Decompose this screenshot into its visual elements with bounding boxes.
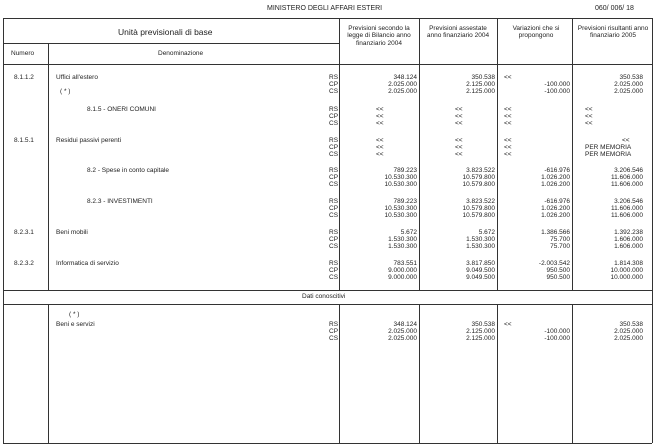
cell-value: 2.025.000 — [388, 335, 417, 342]
row-note: ( * ) — [60, 88, 71, 95]
cell-value: 1.530.300 — [388, 236, 417, 243]
cell-value: 350.538 — [471, 321, 495, 328]
cell-value: 3.206.546 — [614, 198, 643, 205]
row-code: 8.1.5.1 — [14, 137, 34, 144]
col3-header: Variazioni che si propongono — [512, 25, 560, 40]
cell-value: 1.026.200 — [541, 212, 570, 219]
cell-value: -616.976 — [544, 167, 570, 174]
cell-value: 1.026.200 — [541, 181, 570, 188]
type-label: CS — [329, 243, 339, 250]
cell-value: << — [504, 106, 512, 113]
cell-value: 1.386.566 — [541, 229, 570, 236]
type-label: CP — [329, 267, 339, 274]
cell-value: 9.000.000 — [388, 274, 417, 281]
cell-value: 10.579.800 — [462, 212, 495, 219]
type-label: RS — [329, 106, 339, 113]
cell-value: 10.000.000 — [610, 267, 643, 274]
row-note: ( * ) — [69, 311, 80, 318]
row-name: Uffici all'estero — [56, 74, 98, 81]
type-label: CS — [329, 181, 339, 188]
cell-value: -100.000 — [544, 335, 570, 342]
type-label: CS — [329, 274, 339, 281]
cell-value: << — [585, 113, 593, 120]
ministry-title: MINISTERO DEGLI AFFARI ESTERI — [267, 5, 383, 12]
col1-header: Previsioni secondo la legge di Bilancio anno finanziario 2004 — [347, 25, 411, 47]
type-label: RS — [329, 260, 339, 267]
cell-value: << — [455, 106, 463, 113]
cell-value: 789.223 — [393, 198, 417, 205]
cell-value: << — [585, 120, 593, 127]
row-name: 8.2.3 - INVESTIMENTI — [87, 198, 153, 205]
type-label: CP — [329, 174, 339, 181]
cell-value: 11.606.000 — [610, 174, 643, 181]
type-label: RS — [329, 229, 339, 236]
cell-value: << — [455, 144, 463, 151]
cell-value: 3.823.522 — [466, 198, 495, 205]
cell-value: -2.003.542 — [538, 260, 570, 267]
row-code: 8.2.3.2 — [14, 260, 34, 267]
cell-value: 10.530.300 — [384, 212, 417, 219]
cell-value: 783.551 — [393, 260, 417, 267]
cell-value: 1.814.308 — [614, 260, 643, 267]
cell-value: << — [455, 120, 463, 127]
col2-header: Previsioni assestate anno finanziario 2004 — [426, 25, 490, 40]
cell-value: 3.823.522 — [466, 167, 495, 174]
cell-value: << — [376, 144, 384, 151]
cell-value: 348.124 — [393, 74, 417, 81]
type-label: CS — [329, 335, 339, 342]
cell-value: << — [455, 151, 463, 158]
row-name: 8.1.5 - ONERI COMUNI — [87, 106, 156, 113]
type-label: CS — [329, 88, 339, 95]
cell-value: 1.606.000 — [614, 236, 643, 243]
row-name: Beni mobili — [56, 229, 88, 236]
row-name: Informatica di servizio — [56, 260, 119, 267]
type-label: CP — [329, 113, 339, 120]
type-label: CP — [329, 328, 339, 335]
cell-value: 2.125.000 — [466, 81, 495, 88]
cell-value: 5.672 — [478, 229, 495, 236]
cell-value: 1.026.200 — [541, 205, 570, 212]
cell-value: 11.606.000 — [610, 181, 643, 188]
cell-value: 350.538 — [471, 74, 495, 81]
cell-value: 2.125.000 — [466, 88, 495, 95]
cell-value: 11.606.000 — [610, 212, 643, 219]
type-label: CP — [329, 81, 339, 88]
type-label: RS — [329, 198, 339, 205]
cell-value: 950.500 — [546, 267, 570, 274]
type-label: CP — [329, 144, 339, 151]
row-code: 8.2.3.1 — [14, 229, 34, 236]
cell-value: 3.817.850 — [466, 260, 495, 267]
cell-value: 75.700 — [550, 236, 570, 243]
cell-value: 1.392.238 — [614, 229, 643, 236]
cell-value: 2.025.000 — [614, 335, 643, 342]
row-code: 8.1.1.2 — [14, 74, 34, 81]
type-label: CP — [329, 236, 339, 243]
type-label: CS — [329, 151, 339, 158]
page-reference: 060/ 006/ 18 — [595, 5, 634, 12]
cell-value: 75.700 — [550, 243, 570, 250]
cell-value: PER MEMORIA — [585, 151, 632, 158]
cell-value: 348.124 — [393, 321, 417, 328]
cell-value: PER MEMORIA — [585, 144, 632, 151]
cell-value: 11.606.000 — [610, 205, 643, 212]
cell-value: 950.500 — [546, 274, 570, 281]
cell-value: -100.000 — [544, 88, 570, 95]
col4-header: Previsioni risultanti anno finanziario 2005 — [577, 25, 649, 40]
cell-value: << — [504, 137, 512, 144]
cell-value: << — [455, 113, 463, 120]
cell-value: << — [455, 137, 463, 144]
type-label: RS — [329, 74, 339, 81]
denominazione-header: Denominazione — [158, 50, 204, 57]
cell-value: 10.000.000 — [610, 274, 643, 281]
cell-value: 9.049.500 — [466, 274, 495, 281]
cell-value: 2.125.000 — [466, 328, 495, 335]
cell-value: 9.000.000 — [388, 267, 417, 274]
cell-value: 3.206.546 — [614, 167, 643, 174]
unit-title: Unità previsionali di base — [118, 27, 213, 37]
type-label: CS — [329, 120, 339, 127]
cell-value: 2.025.000 — [614, 81, 643, 88]
type-label: CP — [329, 205, 339, 212]
cell-value: << — [504, 144, 512, 151]
cell-value: 789.223 — [393, 167, 417, 174]
cell-value: 10.579.800 — [462, 181, 495, 188]
cell-value: << — [376, 120, 384, 127]
type-label: CS — [329, 212, 339, 219]
cell-value: << — [622, 137, 630, 144]
cell-value: << — [504, 113, 512, 120]
cell-value: << — [376, 137, 384, 144]
cell-value: << — [376, 151, 384, 158]
cell-value: 1.606.000 — [614, 243, 643, 250]
row-name: 8.2 - Spese in conto capitale — [87, 167, 170, 174]
cell-value: << — [376, 106, 384, 113]
cell-value: 2.125.000 — [466, 335, 495, 342]
type-label: RS — [329, 137, 339, 144]
numero-header: Numero — [11, 50, 35, 57]
cell-value: 10.579.800 — [462, 205, 495, 212]
cell-value: 1.026.200 — [541, 174, 570, 181]
cell-value: 2.025.000 — [388, 81, 417, 88]
cell-value: 2.025.000 — [614, 88, 643, 95]
cell-value: 10.530.300 — [384, 174, 417, 181]
cell-value: << — [504, 151, 512, 158]
row-name: Beni e servizi — [56, 321, 95, 328]
cell-value: 2.025.000 — [388, 328, 417, 335]
cell-value: 5.672 — [400, 229, 417, 236]
cell-value: 10.530.300 — [384, 181, 417, 188]
cell-value: -100.000 — [544, 328, 570, 335]
cell-value: << — [376, 113, 384, 120]
cell-value: << — [585, 106, 593, 113]
cell-value: -100.000 — [544, 81, 570, 88]
cell-value: 2.025.000 — [388, 88, 417, 95]
cell-value: 10.579.800 — [462, 174, 495, 181]
cell-value: 350.538 — [619, 321, 643, 328]
cell-value: 10.530.300 — [384, 205, 417, 212]
cell-value: << — [504, 120, 512, 127]
cell-value: 2.025.000 — [614, 328, 643, 335]
cell-value: << — [504, 321, 512, 328]
cell-value: 9.049.500 — [466, 267, 495, 274]
row-name: Residui passivi perenti — [56, 137, 122, 144]
dati-conoscitivi-title: Dati conoscitivi — [302, 293, 346, 300]
cell-value: << — [504, 74, 512, 81]
cell-value: 1.530.300 — [466, 243, 495, 250]
type-label: RS — [329, 167, 339, 174]
type-label: RS — [329, 321, 339, 328]
cell-value: 1.530.300 — [466, 236, 495, 243]
cell-value: -616.976 — [544, 198, 570, 205]
cell-value: 1.530.300 — [388, 243, 417, 250]
cell-value: 350.538 — [619, 74, 643, 81]
